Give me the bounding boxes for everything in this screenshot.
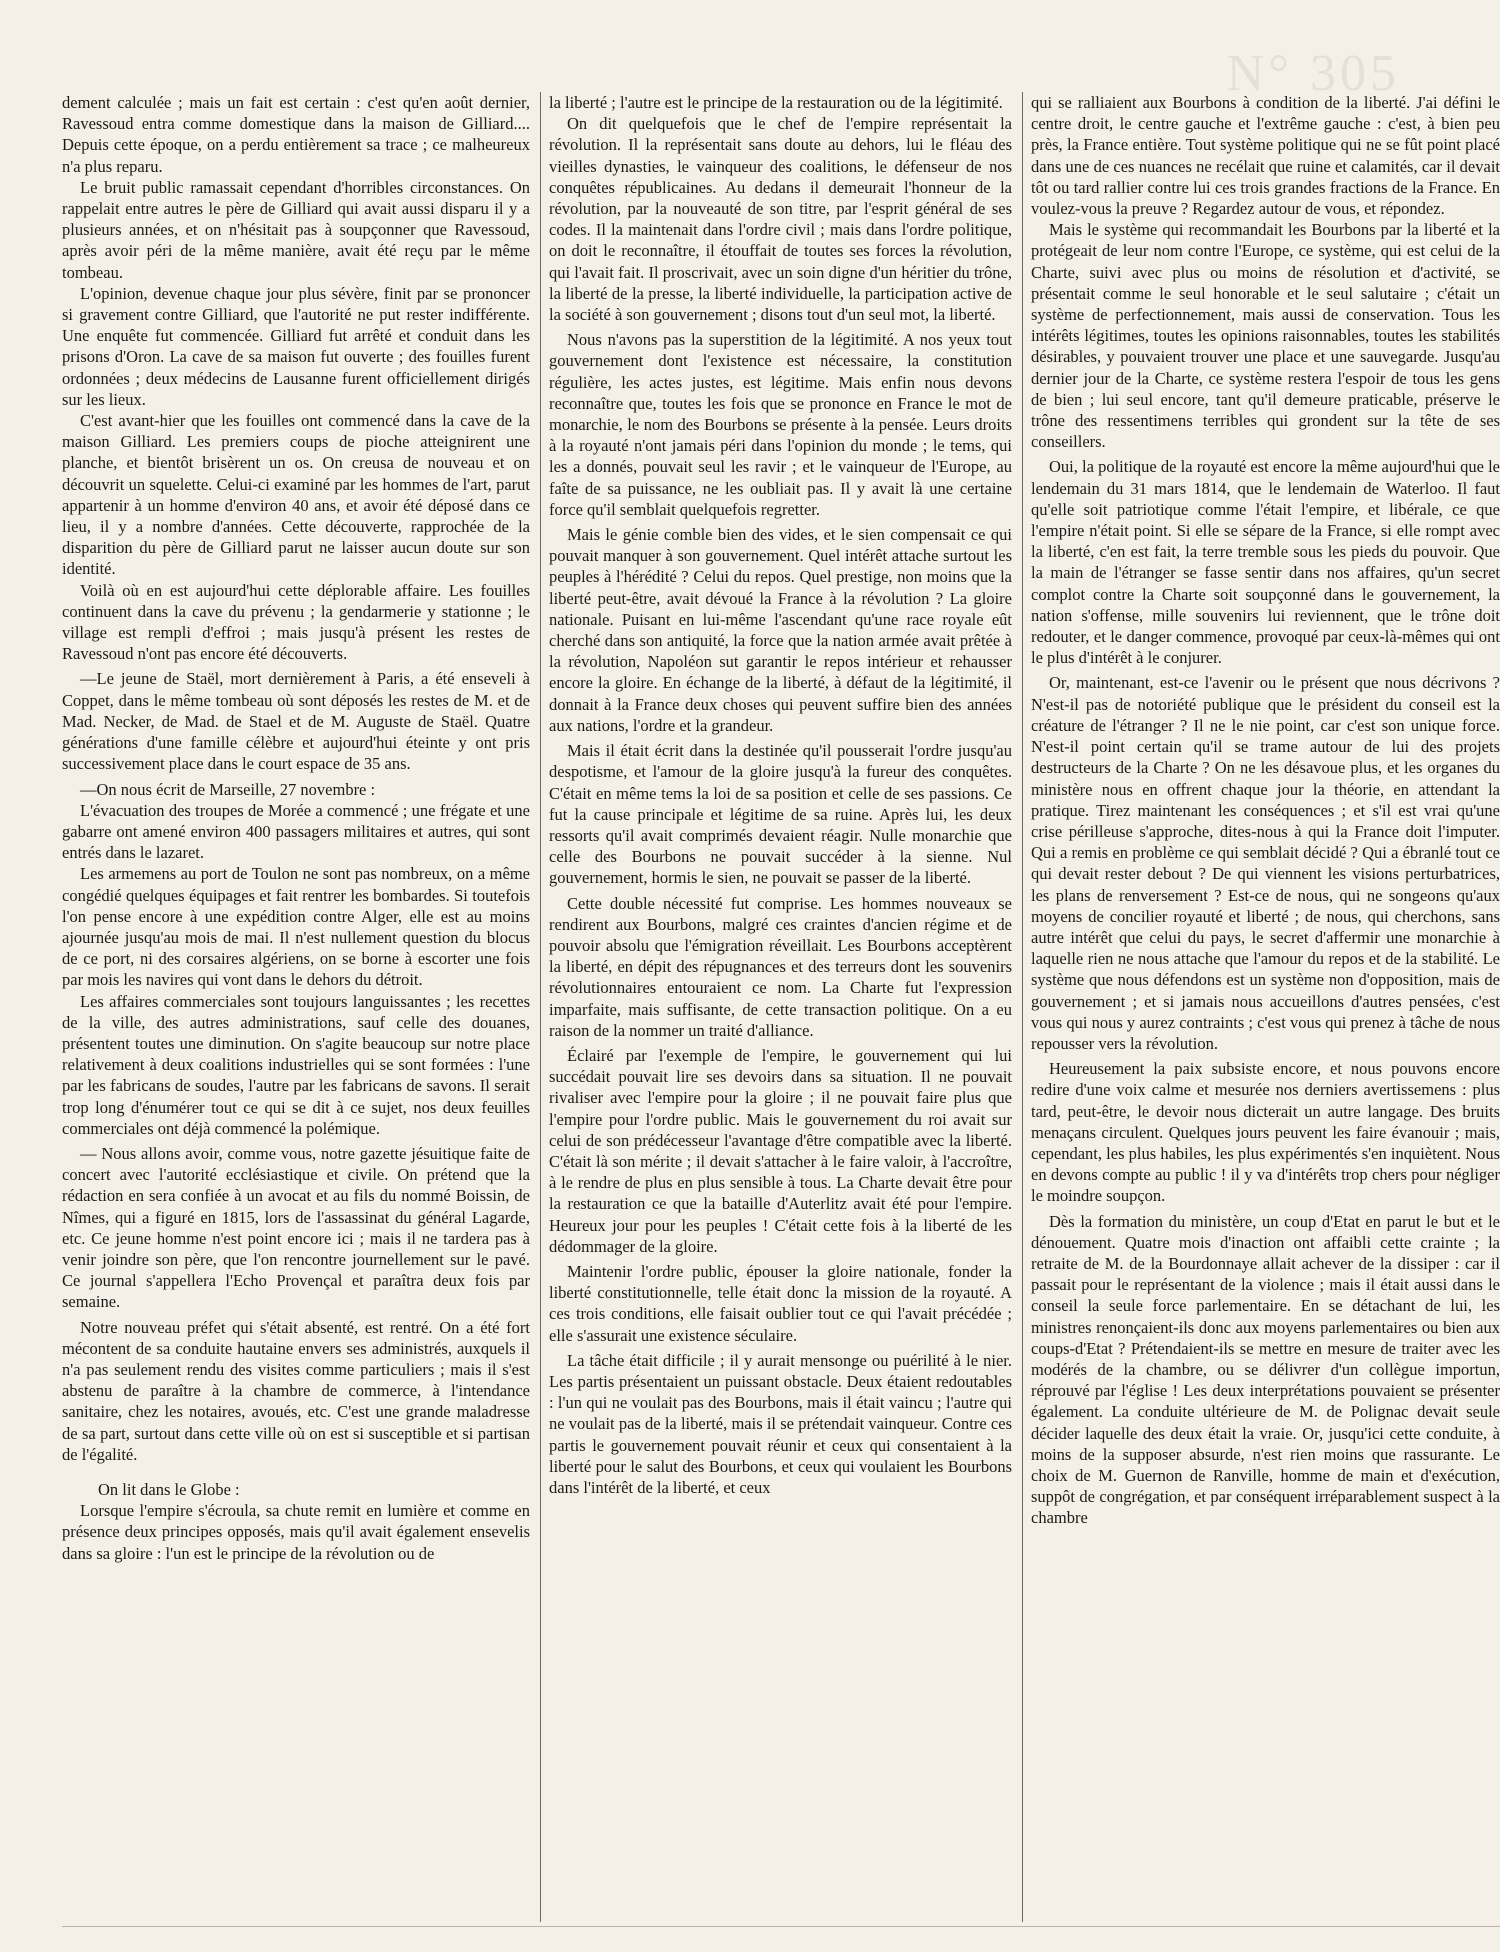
paragraph: Oui, la politique de la royauté est encore la même aujourd'hui que le lendemain du 31 mars 1814, que le lendemain de Waterloo. Il faut qu'elle soit patriotique comme l'était l'empire, et libérale, ce que l'empire n'était point. Si elle se sépare de la France, si elle rompt avec la liberté, c'en est fait, la terre tremble sous les pieds du pouvoir. Que la main de l'étranger se fasse sentir dans nos affaires, qu'un secret complot contre la Charte soit soupçonné dans le gouvernement, la nation s'offense, mille souvenirs lui reviennent, que le trône doit redouter, et le danger commence, provoqué par ceux-là-mêmes qui ont le plus d'intérêt à le conjurer. — [1031, 457, 1500, 668]
paragraph: —Le jeune de Staël, mort dernièrement à Paris, a été enseveli à Coppet, dans le même tombeau où sont déposés les restes de M. et de Mad. Necker, de Mad. de Stael et de M. Auguste de Staël. Quatre générations d'une famille célèbre et aujourd'hui éteinte y ont pris successivement place dans le court espace de 35 ans. — [62, 669, 530, 774]
paragraph: Les affaires commerciales sont toujours languissantes ; les recettes de la ville, des autres administrations, sauf celle des douanes, présentent toutes une diminution. On s'agite beaucoup sur notre place relativement à deux coalitions industrielles qui se sont formées : l'une par les fabricans de soudes, l'autre par les fabricans de savons. Il serait trop long d'énumérer tout ce qui se dit à ce sujet, nos deux feuilles commerciales ont déjà commencé la polémique. — [62, 991, 530, 1138]
paragraph: Maintenir l'ordre public, épouser la gloire nationale, fonder la liberté constitutionnelle, telle était donc la mission de la royauté. A ces trois conditions, elle faisait oublier tout ce qui l'avait précédée ; elle s'assurait une existence séculaire. — [549, 1261, 1012, 1345]
paragraph: Mais il était écrit dans la destinée qu'il pousserait l'ordre jusqu'au despotisme, et l'amour de la gloire jusqu'à la fureur des conquêtes. C'était en même tems la loi de sa position et celle de ses passions. Ce fut la cause principale et légitime de sa ruine. Après lui, les deux ressorts qu'il avait comprimés devaient réagir. Nulle monarchie que celle des Bourbons ne pouvait succéder à la sienne. Nul gouvernement, hormis le sien, ne pouvait se passer de la liberté. — [549, 741, 1012, 888]
paragraph: Notre nouveau préfet qui s'était absenté, est rentré. On a été fort mécontent de sa conduite hautaine envers ses administrés, auxquels il n'a pas seulement rendu des visites comme particuliers ; mais il s'est abstenu de paraître à la chambre de commerce, à l'intendance sanitaire, chez les notaires, avoués, etc. C'est une grande maladresse de sa part, surtout dans cette ville où on est si susceptible et si partisan de l'égalité. — [62, 1317, 530, 1464]
article-columns — [62, 92, 1500, 1922]
paragraph: Les armemens au port de Toulon ne sont pas nombreux, on a même congédié quelques équipages et fait rentrer les bombardes. Si toutefois l'on pense encore à une expédition contre Alger, elle est au moins ajournée jusqu'au mois de mai. Il n'est nullement question du blocus de ce port, ni des corsaires algériens, on se borne à escorter une fois par mois les navires qui vont dans le dehors du détroit. — [62, 864, 530, 990]
paragraph: La tâche était difficile ; il y aurait mensonge ou puérilité à le nier. Les partis présentaient un puissant obstacle. Deux étaient redoutables : l'un qui ne voulait pas des Bourbons, mais il était vaincu ; l'autre qui ne voulait pas de la liberté, mais il se prétendait vainqueur. Contre ces partis le gouvernement pouvait réunir et ceux qui consentaient à la liberté pour le salut des Bourbons, et ceux qui voulaient les Bourbons dans l'intérêt de la liberté, et ceux — [549, 1350, 1012, 1497]
paragraph: —On nous écrit de Marseille, 27 novembre : — [80, 779, 376, 799]
paragraph: On dit quelquefois que le chef de l'empire représentait la révolution. Il la représentait sans doute au dehors, lui le fléau des vieilles dynasties, le vainqueur des coalitions, le défenseur de nos conquêtes républicaines. Au dedans il demeurait l'honneur de la révolution, par la nouveauté de son titre, par l'esprit général de ses codes. Il la maintenait dans l'ordre civil ; mais dans l'ordre politique, on doit le reconnaître, il étouffait de toutes ses forces la révolution, qui l'avait fait. Il proscrivait, avec un soin digne d'un héritier du trône, la liberté de la presse, la liberté individuelle, la participation active de la société à son gouvernement ; disons tout d'un seul mot, la liberté. — [549, 114, 1012, 325]
paragraph: Mais le système qui recommandait les Bourbons par la liberté et la protégeait de leur nom contre l'Europe, ce système, qui est celui de la Charte, suivi avec plus ou moins de résolution et d'activité, se présentait comme le seul honorable et le seul salutaire ; c'était un système de perfectionnement, mais aussi de conservation. Tous les intérêts légitimes, toutes les opinions raisonnables, toutes les stabilités désirables, y pouvaient trouver une place et une sauvegarde. Jusqu'au dernier jour de la Charte, ce système restera l'espoir de tous les gens de bien ; lui seul encore, tant qu'il demeure praticable, préserve le trône des ressentimens terribles qui grondent sur la tête de ses conseillers. — [1031, 220, 1500, 452]
paragraph: dement calculée ; mais un fait est certain : c'est qu'en août dernier, Ravessoud entra comme domestique dans la maison de Gilliard.... Depuis cette époque, on a perdu entièrement sa trace ; ce malheureux n'a plus reparu. — [62, 93, 530, 176]
faint-page-number: N° 305 — [1226, 45, 1400, 102]
paragraph: Nous n'avons pas la superstition de la légitimité. A nos yeux tout gouvernement dont l'existence est nécessaire, la constitution régulière, les actes justes, est légitime. Mais enfin nous devons reconnaître que, toutes les fois que se prononce en France le mot de monarchie, le nom des Bourbons se présente à la pensée. Leurs droits à la royauté n'ont jamais péri dans l'opinion du monde ; le tems, qui les a donnés, pouvait seul les ravir ; et le vainqueur de l'Europe, au faîte de sa puissance, ne les oubliait pas. Il y avait là une certaine force qu'il semblait quelquefois regretter. — [549, 330, 1012, 519]
paragraph: Or, maintenant, est-ce l'avenir ou le présent que nous décrivons ? N'est-il pas de notoriété publique que le président du conseil est la créature de l'étranger ? Il ne le nie point, car c'est son unique force. N'est-il point certain qu'il se trame autour de lui des projets destructeurs de la Charte ? On ne les désavoue plus, et les organes du ministère nous en offrent chaque jour la théorie, en attendant la pratique. Tirez maintenant les conséquences ; et s'il est vrai qu'une crise périlleuse s'approche, dites-nous à qui la France doit l'imputer. Qui a remis en problème ce qui semblait décidé ? Qui a ébranlé tout ce qui devait rester debout ? De qui viennent les visions perturbatrices, les plans de renversement ? Est-ce de nous, qui ne songeons qu'aux moyens de concilier royauté et liberté ; de nous, qui cherchons, sans autre intérêt que celui du pays, le secret d'affermir une monarchie à laquelle rien ne nous attache que l'amour du repos et de la stabilité. Le système que nous défendons est un système non d'opposition, mais de gouvernement ; et si jamais nous accueillons d'autres pensées, c'est vous qui nous y aurez contraints ; c'est vous qui prenez à tâche de nous repousser vers la révolution. — [1031, 673, 1500, 1053]
bottom-rule — [62, 1926, 1500, 1927]
paragraph: Heureusement la paix subsiste encore, et nous pouvons encore redire d'une voix calme et mesurée nos derniers avertissemens : plus tard, peut-être, le devoir nous dicterait un autre langage. Des bruits menaçans circulent. Quelques jours peuvent les faire évanouir ; mais, cependant, les plus habiles, les plus expérimentés s'en inquiètent. Nous en devons compte au public ! il y va d'intérêts trop chers pour négliger le moindre soupçon. — [1031, 1059, 1500, 1206]
paragraph: qui se ralliaient aux Bourbons à condition de la liberté. J'ai défini le centre droit, le centre gauche et l'extrême gauche : c'est, à bien peu près, la France entière. Tout système politique qui ne se fût point placé dans une de ces nuances ne recélait que ruine et calamités, car il devait tôt ou tard rallier contre lui ces trois grandes fractions de la France. En voulez-vous la preuve ? Regardez autour de vous, et répondez. — [1031, 93, 1500, 219]
paragraph: la liberté ; l'autre est le principe de la restauration ou de la légitimité. — [549, 93, 1003, 112]
paragraph: L'opinion, devenue chaque jour plus sévère, finit par se prononcer si gravement contre Gilliard, que l'autorité ne put rester indifférente. Une enquête fut commencée. Gilliard fut arrêté et conduit dans les prisons d'Oron. La cave de sa maison fut ouverte ; des fouilles furent ordonnées ; deux médecins de Lausanne furent officiellement dirigés sur les lieux. — [62, 283, 530, 409]
paragraph: Lorsque l'empire s'écroula, sa chute remit en lumière et comme en présence deux principes opposés, mais qu'il avait également ensevelis dans sa gloire : l'un est le principe de la révolution ou de — [62, 1501, 530, 1563]
paragraph: Le bruit public ramassait cependant d'horribles circonstances. On rappelait entre autres le père de Gilliard qui avait aussi disparu il y a plusieurs années, et on n'hésitait pas à soupçonner que Ravessoud, après avoir péri de la même manière, avait été reçu par le même tombeau. — [62, 177, 530, 282]
paragraph: L'évacuation des troupes de Morée a commencé ; une frégate et une gabarre ont amené environ 400 passagers militaires et autres, qui sont entrés dans le lazaret. — [62, 800, 530, 863]
column-3 — [1022, 92, 1500, 1922]
paragraph: — Nous allons avoir, comme vous, notre gazette jésuitique faite de concert avec l'autorité ecclésiastique et civile. On prétend que la rédaction en sera confiée à un avocat et au fils du nommé Boissin, de Nîmes, qui a figuré en 1815, lors de l'assassinat du général Lagarde, etc. Ce jeune homme n'est point encore ici ; mais il ne tardera pas à venir joindre son père, que l'on rencontre journellement sur le pavé. Ce journal s'appellera l'Echo Provençal et paraîtra deux fois par semaine. — [62, 1143, 530, 1312]
paragraph: C'est avant-hier que les fouilles ont commencé dans la cave de la maison Gilliard. Les premiers coups de pioche atteignirent une planche, et bientôt brisèrent un os. On creusa de nouveau et on découvrit un squelette. Celui-ci examiné par les hommes de l'art, parut appartenir à un homme d'environ 40 ans, et avoir été déposé dans ce lieu, il y a nombre d'années. Cette découverte, rapprochée de la disparition du père de Gilliard parut ne laisser aucun doute sur son identité. — [62, 411, 530, 579]
column-1 — [62, 92, 530, 1922]
paragraph: Mais le génie comble bien des vides, et le sien compensait ce qui pouvait manquer à son gouvernement. Quel intérêt attache surtout les peuples à l'hérédité ? Celui du repos. Quel prestige, non moins que la liberté peut-être, avait dévoué la France à la révolution ? La gloire nationale. Puisant en lui-même l'ascendant qu'une race royale eût cherché dans son antiquité, la force que la nation armée avait prêtée à la révolution, Napoléon sut garantir le repos intérieur et rehausser encore la gloire. En échange de la liberté, à défaut de la légitimité, il donnait à la France deux choses qui peuvent suffire bien des années aux nations, l'ordre et la grandeur. — [549, 525, 1012, 735]
paragraph: Cette double nécessité fut comprise. Les hommes nouveaux se rendirent aux Bourbons, malgré ces craintes d'ancien régime et de pouvoir absolu que l'émigration réveillait. Les Bourbons acceptèrent la liberté, en dépit des répugnances et des terreurs dont les souvenirs révolutionnaires entouraient ce nom. La Charte fut l'expression imparfaite, mais suffisante, de cette transaction politique. On a eu raison de la nommer un traité d'alliance. — [549, 893, 1012, 1040]
paragraph: Éclairé par l'exemple de l'empire, le gouvernement qui lui succédait pouvait lire ses devoirs dans sa situation. Il ne pouvait rivaliser avec l'empire pour la gloire ; il ne pouvait faire plus que l'empire pour l'ordre public. Mais le gouvernement du roi avait sur celui de son prédécesseur l'avantage d'être compatible avec la liberté. C'était là son mérite ; il devait s'attacher à le faire valoir, à l'accroître, à le rendre de plus en plus sensible à tous. La Charte devait être pour la restauration ce que la bataille d'Auterlitz avait été pour l'empire. Heureux jour pour les peuples ! C'était cette fois à la liberté de les dédommager de la gloire. — [549, 1045, 1012, 1256]
section-intro: On lit dans le Globe : — [98, 1480, 240, 1499]
paragraph: Dès la formation du ministère, un coup d'Etat en parut le but et le dénouement. Quatre mois d'inaction ont affaibli cette crainte ; la retraite de M. de la Bourdonnaye allait achever de la dissiper : car il passait pour le représentant de la violence ; mais il était aussi dans le conseil la seule force parlementaire. En se détachant de lui, les ministres renonçaient-ils donc aux moyens parlementaires ou bien aux coups-d'Etat ? Prétendaient-ils se mettre en mesure de traiter avec les modérés de la chambre, ou se délivrer d'un collègue importun, réprouvé par l'église ! Les deux interprétations pouvaient se présenter également. La conduite ultérieure de M. de Polignac devait seule décider laquelle des deux était la vraie. Or, jusqu'ici cette conduite, à moins de la supposer absurde, n'est rien moins que rassurante. Le choix de M. Guernon de Ranville, homme de main et d'exécution, suppôt de congrégation, et par conséquent irréparablement suspect à la chambre — [1031, 1211, 1500, 1528]
column-2 — [540, 92, 1012, 1922]
paragraph: Voilà où en est aujourd'hui cette déplorable affaire. Les fouilles continuent dans la cave du prévenu ; la gendarmerie y stationne ; le village est rempli d'effroi ; mais jusqu'à présent les restes de Ravessoud n'ont pas encore été découverts. — [62, 580, 530, 664]
